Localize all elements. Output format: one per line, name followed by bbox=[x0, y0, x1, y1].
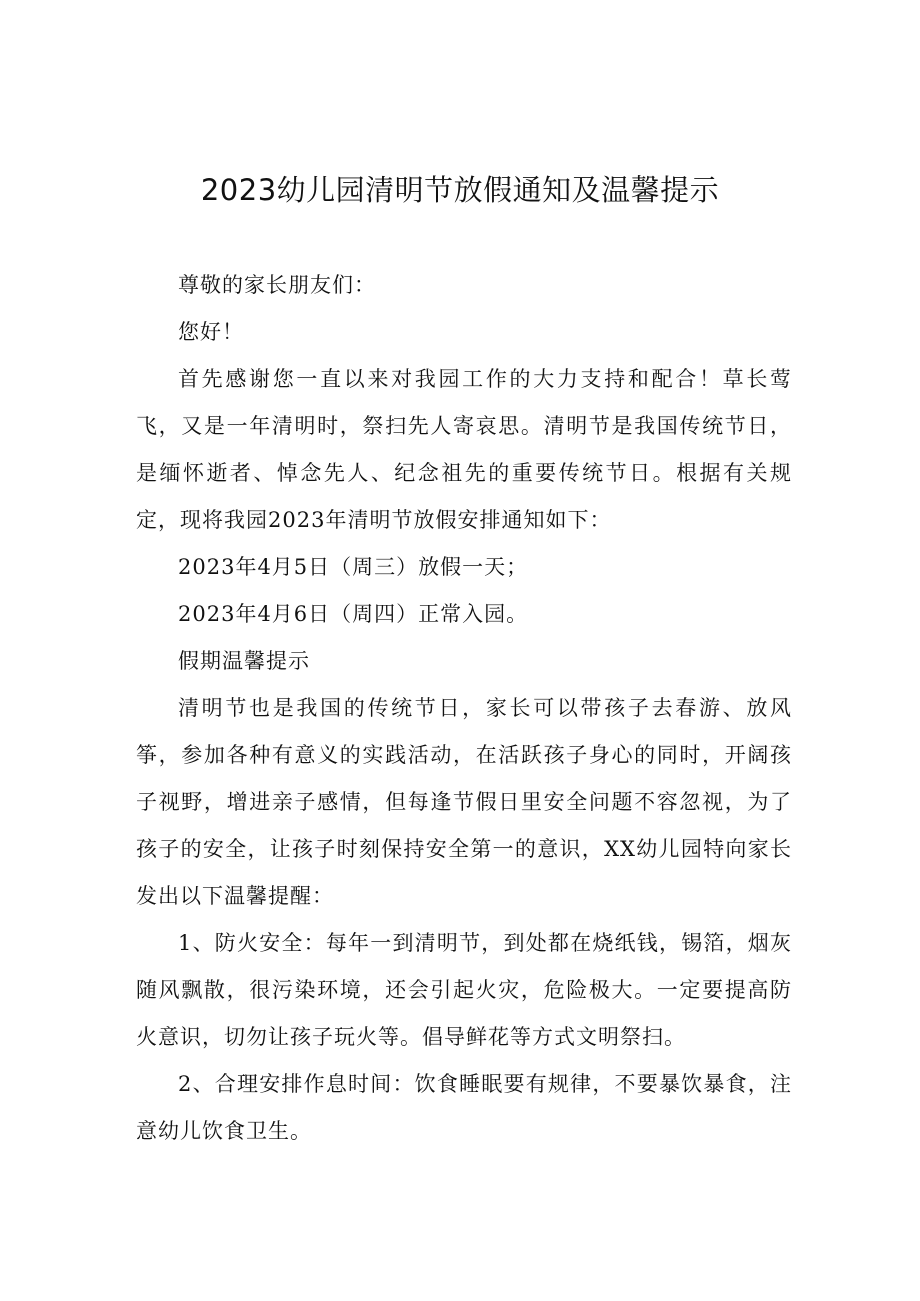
tip-fire-safety: 1、防火安全：每年一到清明节，到处都在烧纸钱，锡箔，烟灰随风飘散，很污染环境，还会引起火灾，危险极大。一定要提高防火意识，切勿让孩子玩火等。倡导鲜花等方式文明祭扫。 bbox=[136, 931, 792, 1049]
intro-paragraph: 首先感谢您一直以来对我园工作的大力支持和配合！草长莺飞，又是一年清明时，祭扫先人寄哀思。清明节是我国传统节日，是缅怀逝者、悼念先人、纪念祖先的重要传统节日。根据有关规定，现将我园2023年清明节放假安排通知如下： bbox=[136, 367, 792, 532]
salutation: 尊敬的家长朋友们： bbox=[178, 273, 376, 297]
tips-intro-paragraph: 清明节也是我国的传统节日，家长可以带孩子去春游、放风筝，参加各种有意义的实践活动，在活跃孩子身心的同时，开阔孩子视野，增进亲子感情，但每逢节假日里安全问题不容忽视，为了孩子的安全，让孩子时刻保持安全第一的意识，XX幼儿园特向家长发出以下温馨提醒： bbox=[136, 696, 792, 908]
tips-heading: 假期温馨提示 bbox=[178, 649, 310, 673]
tip-schedule: 2、合理安排作息时间：饮食睡眠要有规律，不要暴饮暴食，注意幼儿饮食卫生。 bbox=[136, 1072, 792, 1143]
greeting: 您好！ bbox=[178, 320, 244, 344]
return-date-line: 2023年4月6日（周四）正常入园。 bbox=[178, 602, 529, 626]
document-title: 2023幼儿园清明节放假通知及温馨提示 bbox=[200, 173, 720, 207]
document-body bbox=[136, 262, 792, 1155]
holiday-date-line: 2023年4月5日（周三）放假一天； bbox=[178, 555, 529, 579]
